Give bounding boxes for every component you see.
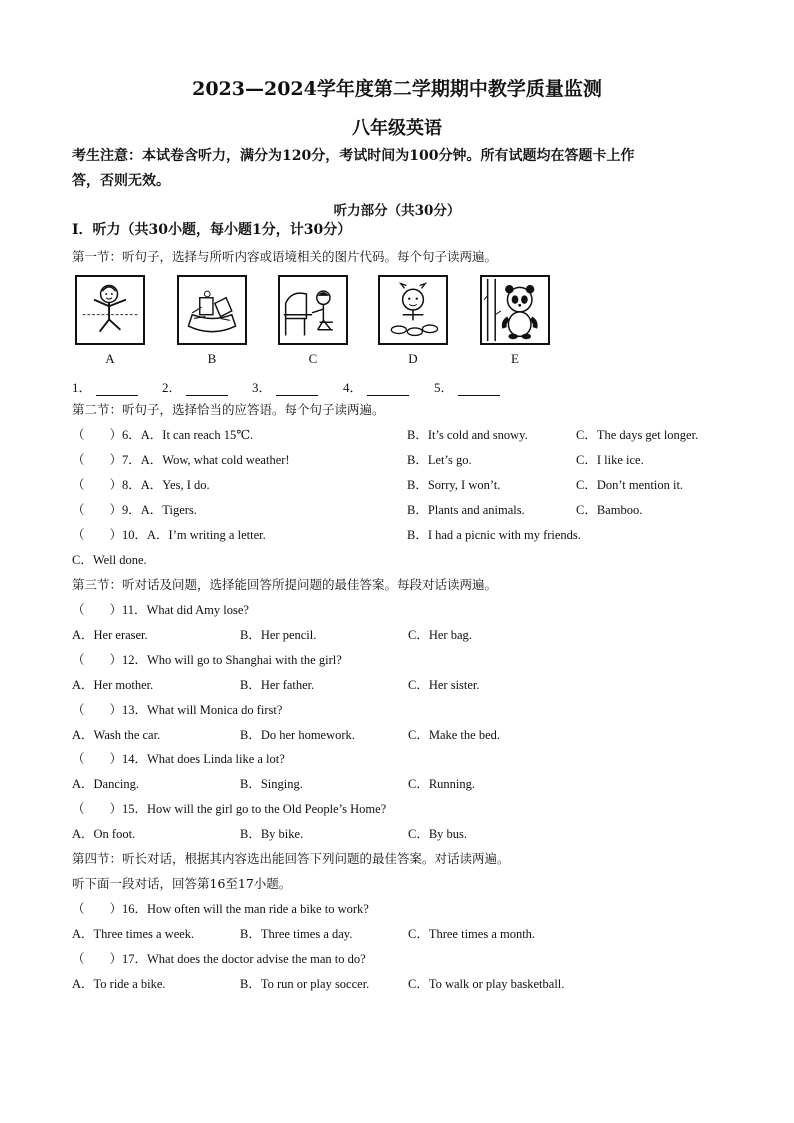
option-15b: B．By bike.	[240, 827, 304, 841]
question-9: （ ）9．A．Tigers.	[72, 503, 197, 517]
option-6c: C．The days get longer.	[576, 428, 699, 442]
s4-instruction: 第四节：听长对话，根据其内容选出能回答下列问题的最佳答案。对话读两遍。	[72, 851, 510, 866]
option-16b: B．Three times a day.	[240, 927, 353, 941]
option-12c: C．Her sister.	[408, 678, 480, 692]
girl-eating-icon	[378, 275, 448, 345]
picture-label-c: C	[308, 351, 318, 366]
option-14b: B．Singing.	[240, 777, 303, 791]
option-11c: C．Her bag.	[408, 628, 472, 642]
panda-icon	[480, 275, 550, 345]
question-10: （ ）10．A．I’m writing a letter.	[72, 528, 266, 542]
part-title: Ⅰ．听力（共30小题，每小题1分，计30分）	[72, 222, 352, 238]
option-7c: C．I like ice.	[576, 453, 644, 467]
option-9b: B．Plants and animals.	[407, 503, 525, 517]
option-11a: A．Her eraser.	[72, 628, 148, 642]
picture-label-d: D	[408, 351, 418, 366]
question-14: （ ）14．What does Linda like a lot?	[72, 752, 285, 766]
option-13a: A．Wash the car.	[72, 728, 161, 742]
option-12b: B．Her father.	[240, 678, 315, 692]
option-8b: B．Sorry, I won’t.	[407, 478, 501, 492]
option-17c: C．To walk or play basketball.	[408, 977, 565, 991]
exam-subtitle: 八年级英语	[352, 118, 442, 139]
option-15c: C．By bus.	[408, 827, 468, 841]
section-title: 听力部分（共30分）	[333, 203, 461, 219]
option-11b: B．Her pencil.	[240, 628, 317, 642]
answer-blank-3[interactable]: 3．	[252, 377, 318, 396]
option-12a: A．Her mother.	[72, 678, 154, 692]
piled-items-icon	[177, 275, 247, 345]
question-6: （ ）6．A．It can reach 15℃.	[72, 428, 254, 442]
s4-sub-instruction: 听下面一段对话，回答第16至17小题。	[72, 876, 292, 891]
notice-line-1: 考生注意：本试卷含听力，满分为120分，考试时间为100分钟。所有试题均在答题卡上作	[72, 148, 635, 164]
question-17: （ ）17．What does the doctor advise the man to do?	[72, 952, 366, 966]
picture-label-a: A	[105, 351, 115, 366]
option-8c: C．Don’t mention it.	[576, 478, 684, 492]
answer-blank-2[interactable]: 2．	[162, 377, 228, 396]
question-13: （ ）13．What will Monica do first?	[72, 703, 283, 717]
option-7b: B．Let’s go.	[407, 453, 472, 467]
picture-label-e: E	[511, 351, 519, 366]
s3-instruction: 第三节：听对话及问题，选择能回答所提问题的最佳答案。每段对话读两遍。	[72, 577, 498, 592]
option-10b: B．I had a picnic with my friends.	[407, 528, 581, 542]
picture-label-b: B	[207, 351, 217, 366]
option-15a: A．On foot.	[72, 827, 136, 841]
question-8: （ ）8．A．Yes, I do.	[72, 478, 210, 492]
question-7: （ ）7．A．Wow, what cold weather!	[72, 453, 290, 467]
running-boy-icon	[75, 275, 145, 345]
exam-title: 2023—2024学年度第二学期期中教学质量监测	[192, 78, 602, 100]
option-9c: C．Bamboo.	[576, 503, 643, 517]
option-13c: C．Make the bed.	[408, 728, 500, 742]
option-14c: C．Running.	[408, 777, 476, 791]
question-12: （ ）12．Who will go to Shanghai with the girl?	[72, 653, 342, 667]
option-14a: A．Dancing.	[72, 777, 139, 791]
option-6b: B．It’s cold and snowy.	[407, 428, 528, 442]
option-16a: A．Three times a week.	[72, 927, 195, 941]
question-15: （ ）15．How will the girl go to the Old People’s Home?	[72, 802, 387, 816]
option-10c: C．Well done.	[72, 553, 147, 567]
option-17a: A．To ride a bike.	[72, 977, 166, 991]
option-13b: B．Do her homework.	[240, 728, 355, 742]
girl-playing-piano-icon	[278, 275, 348, 345]
answer-blank-5[interactable]: 5．	[434, 377, 500, 396]
answer-blank-4[interactable]: 4．	[343, 377, 409, 396]
question-16: （ ）16．How often will the man ride a bike to work?	[72, 902, 369, 916]
answer-blank-1[interactable]: 1．	[72, 377, 138, 396]
option-17b: B．To run or play soccer.	[240, 977, 370, 991]
s2-instruction: 第二节：听句子，选择恰当的应答语。每个句子读两遍。	[72, 402, 385, 417]
option-16c: C．Three times a month.	[408, 927, 536, 941]
s1-instruction: 第一节：听句子，选择与所听内容或语境相关的图片代码。每个句子读两遍。	[72, 249, 498, 264]
question-11: （ ）11．What did Amy lose?	[72, 603, 249, 617]
notice-line-2: 答，否则无效。	[72, 173, 170, 189]
